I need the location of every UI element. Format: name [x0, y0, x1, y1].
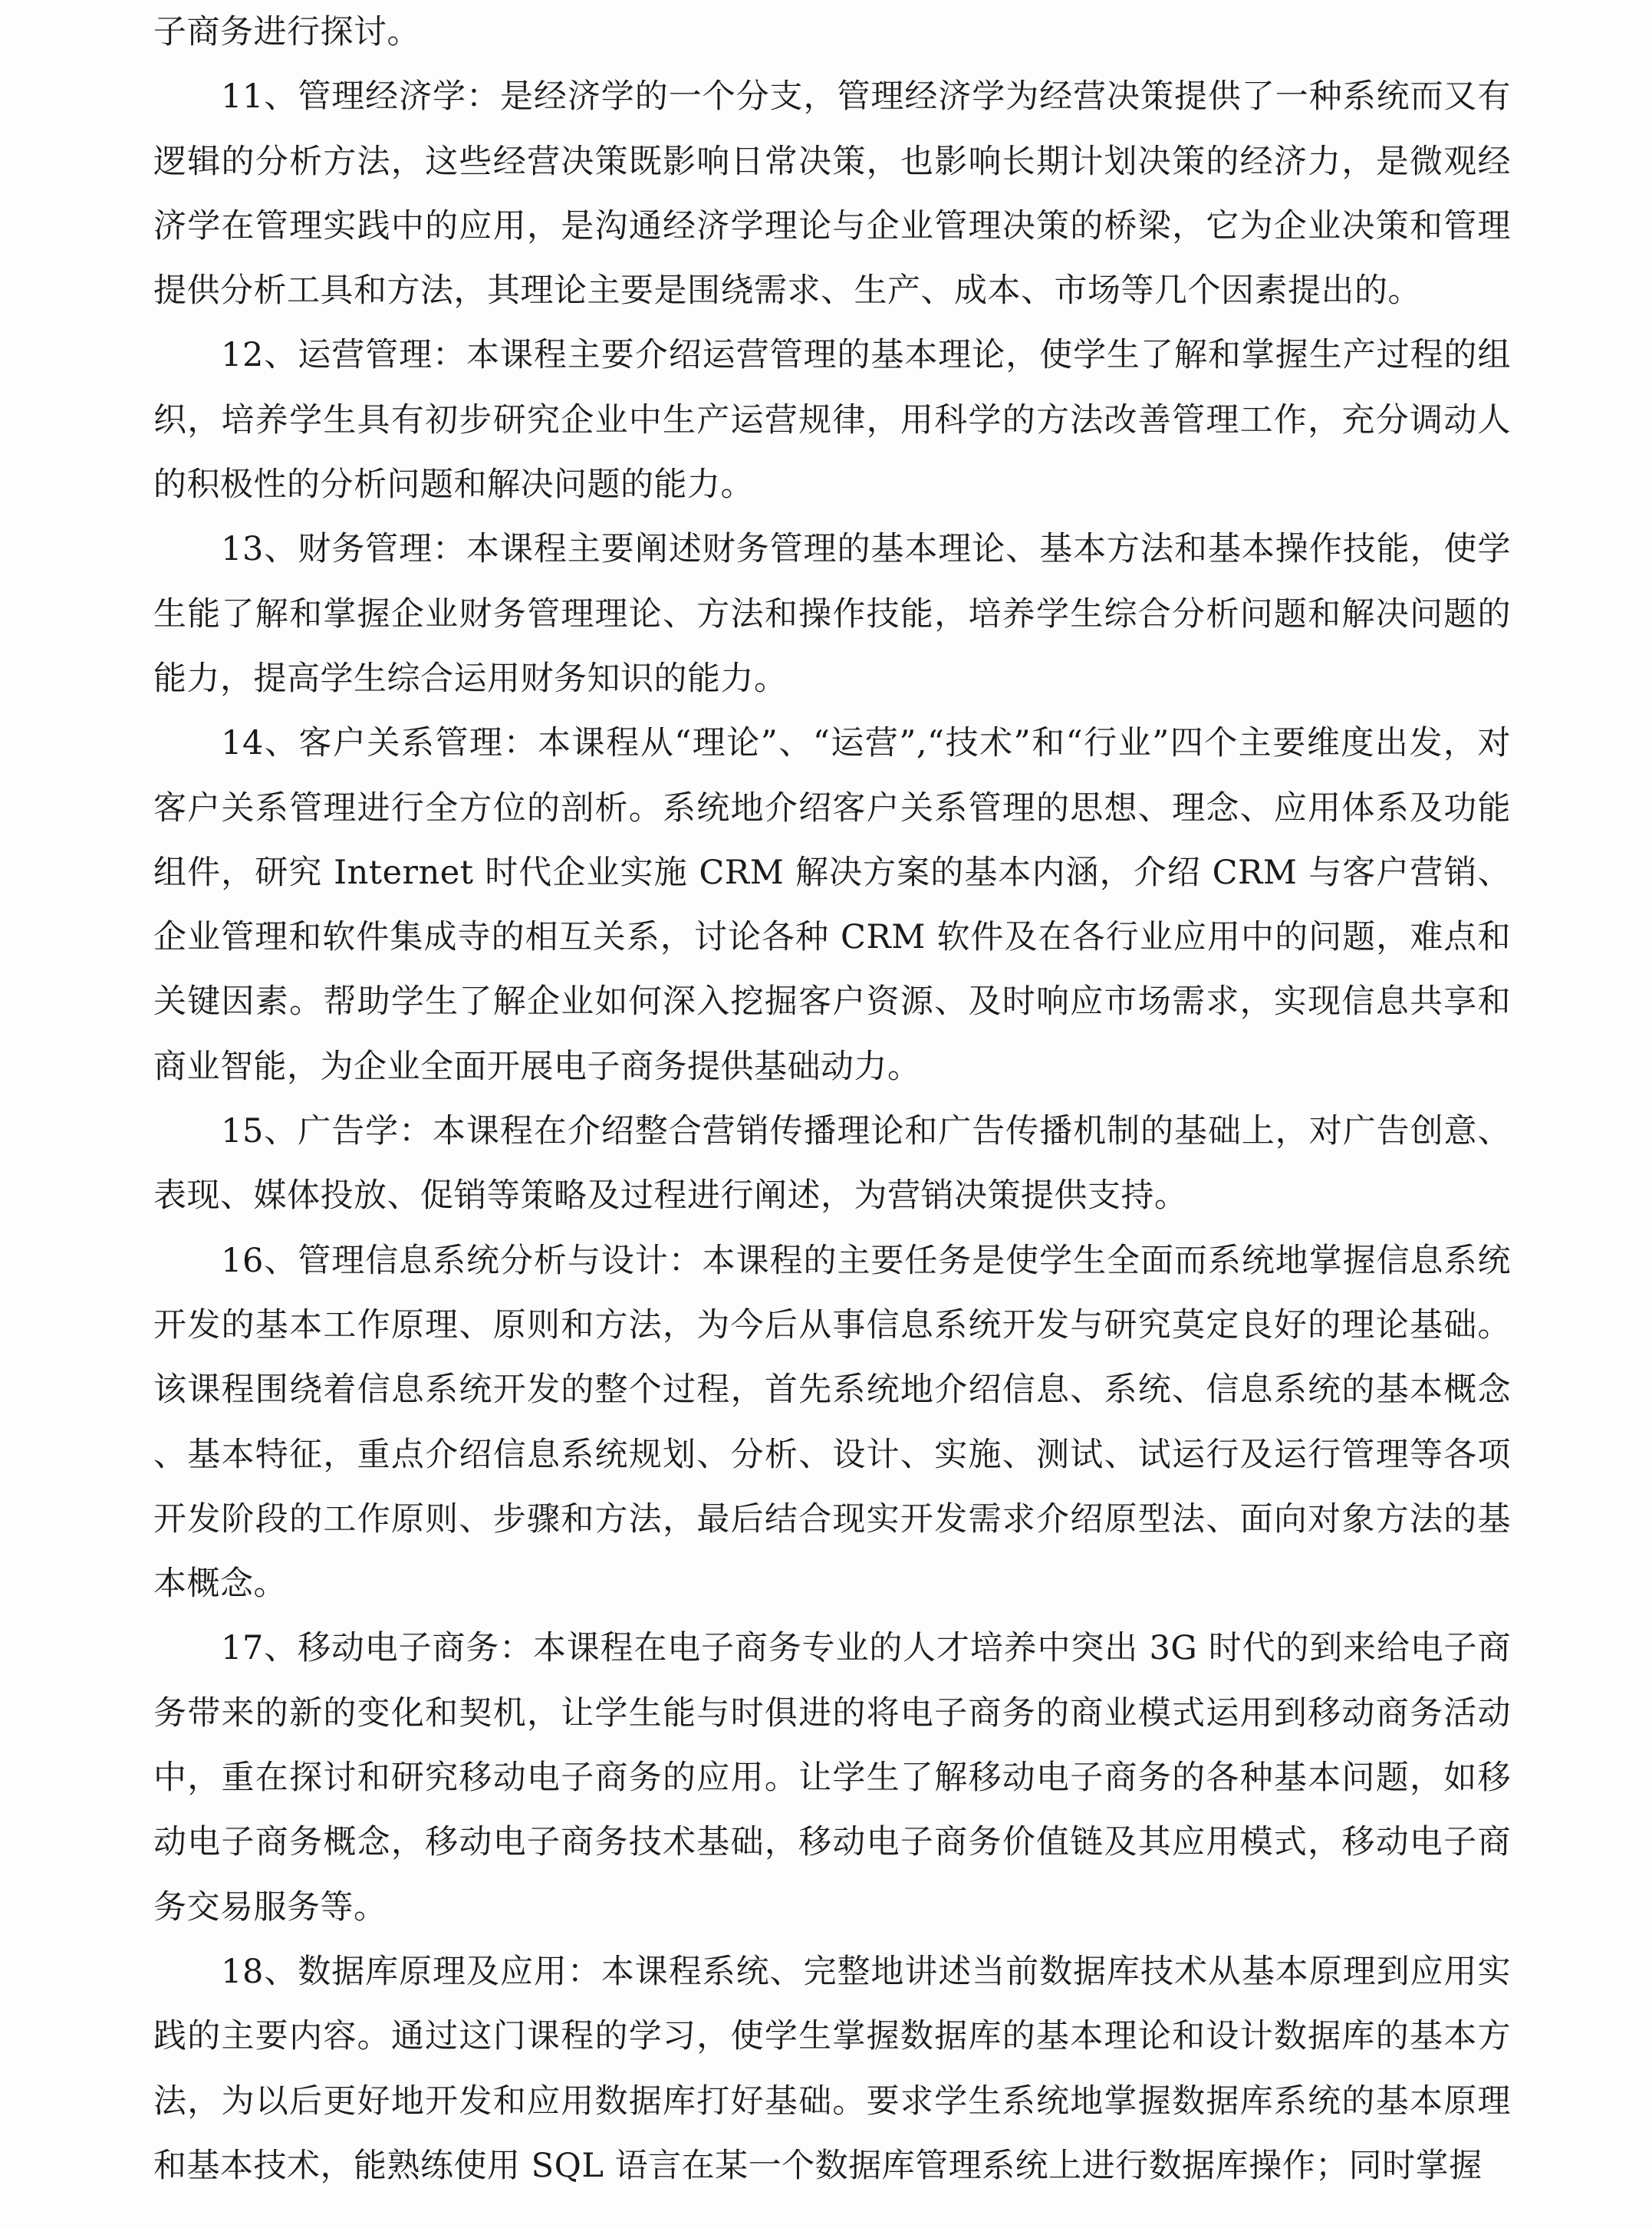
- paragraph-16-mis-analysis-design: 16、管理信息系统分析与设计：本课程的主要任务是使学生全面而系统地掌握信息系统开发的基本工作原理、原则和方法，为今后从事信息系统开发与研究莫定良好的理论基础。该课程围绕着信息系统开发的整个过程，首先系统地介绍信息、系统、信息系统的基本概念、基本特征，重点介绍信息系统规划、分析、设计、实施、测试、试运行及运行管理等各项开发阶段的工作原则、步骤和方法，最后结合现实开发需求介绍原型法、面向对象方法的基本概念。: [153, 1241, 1511, 1604]
- body-text: [153, 0, 1511, 2198]
- paragraph-17-mobile-ecommerce: 17、移动电子商务：本课程在电子商务专业的人才培养中突出 3G 时代的到来给电子商务带来的新的变化和契机，让学生能与时俱进的将电子商务的商业模式运用到移动商务活动中，重在探讨和研究移动电子商务的应用。让学生了解移动电子商务的各种基本问题，如移动电子商务概念，移动电子商务技术基础，移动电子商务价值链及其应用模式，移动电子商务交易服务等。: [153, 1629, 1511, 1927]
- paragraph-13-financial-management: 13、财务管理：本课程主要阐述财务管理的基本理论、基本方法和基本操作技能，使学生能了解和掌握企业财务管理理论、方法和操作技能，培养学生综合分析问题和解决问题的能力，提高学生综合运用财务知识的能力。: [153, 530, 1511, 698]
- paragraph-11-managerial-economics: 11、管理经济学：是经济学的一个分支，管理经济学为经营决策提供了一种系统而又有逻辑的分析方法，这些经营决策既影响日常决策，也影响长期计划决策的经济力，是微观经济学在管理实践中的应用，是沟通经济学理论与企业管理决策的桥梁，它为企业决策和管理提供分析工具和方法，其理论主要是围绕需求、生产、成本、市场等几个因素提出的。: [153, 77, 1511, 311]
- paragraph-18-database-principles: 18、数据库原理及应用：本课程系统、完整地讲述当前数据库技术从基本原理到应用实践的主要内容。通过这门课程的学习，使学生掌握数据库的基本理论和设计数据库的基本方法，为以后更好地开发和应用数据库打好基础。要求学生系统地掌握数据库系统的基本原理和基本技术，能熟练使用 SQL 语言在某一个数据库管理系统上进行数据库操作；同时掌握: [153, 1952, 1511, 2185]
- paragraph-continuation: 子商务进行探讨。: [153, 13, 420, 51]
- paragraph-12-operations-management: 12、运营管理：本课程主要介绍运营管理的基本理论，使学生了解和掌握生产过程的组织，培养学生具有初步研究企业中生产运营规律，用科学的方法改善管理工作，充分调动人的积极性的分析问题和解决问题的能力。: [153, 336, 1511, 505]
- paragraph-15-advertising: 15、广告学：本课程在介绍整合营销传播理论和广告传播机制的基础上，对广告创意、表现、媒体投放、促销等策略及过程进行阐述，为营销决策提供支持。: [153, 1112, 1511, 1216]
- paragraph-14-customer-relationship-management: 14、客户关系管理：本课程从“理论”、“运营”,“技术”和“行业”四个主要维度出发，对客户关系管理进行全方位的剖析。系统地介绍客户关系管理的思想、理念、应用体系及功能组件，研究 Internet 时代企业实施 CRM 解决方案的基本内涵，介绍 CRM 与客户营销、企业管理和软件集成寺的相互关系，讨论各种 CRM 软件及在各行业应用中的问题，难点和关键因素。帮助学生了解企业如何深入挖掘客户资源、及时响应市场需求，实现信息共享和商业智能，为企业全面开展电子商务提供基础动力。: [153, 724, 1511, 1086]
